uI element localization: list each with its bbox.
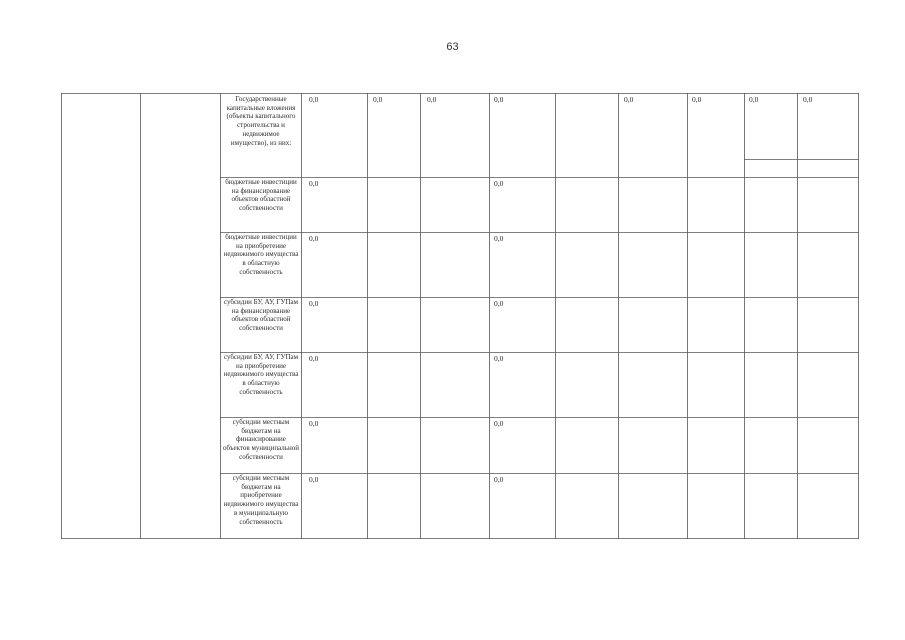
cell-value: 0,0	[427, 95, 437, 104]
cell-value: 0,0	[803, 95, 813, 104]
cell-value: 0,0	[494, 234, 504, 243]
cell-value: 0,0	[692, 95, 702, 104]
row-label: субсидии БУ, АУ, ГУПам на приобретение недвижимого имущества в областную собственность	[223, 353, 299, 396]
table-grid	[61, 93, 859, 539]
row-label: субсидии местным бюджетам на финансирование объектов муниципальной собственности	[223, 418, 299, 461]
cell-value: 0,0	[309, 179, 319, 188]
budget-table	[61, 93, 859, 539]
cell-value: 0,0	[624, 95, 634, 104]
cell-value: 0,0	[309, 475, 319, 484]
cell-value: 0,0	[494, 95, 504, 104]
cell-value: 0,0	[309, 354, 319, 363]
cell-value: 0,0	[494, 419, 504, 428]
cell-value: 0,0	[494, 475, 504, 484]
cell-value: 0,0	[494, 354, 504, 363]
cell-value: 0,0	[373, 95, 383, 104]
cell-value: 0,0	[494, 299, 504, 308]
cell-value: 0,0	[309, 299, 319, 308]
cell-value: 0,0	[749, 95, 759, 104]
cell-value: 0,0	[494, 179, 504, 188]
row-label: бюджетные инвестиции на приобретение недвижимого имущества в областную собственность	[223, 233, 299, 276]
row-label: бюджетные инвестиции на финансирование объектов областной собственности	[225, 178, 297, 213]
cell-value: 0,0	[309, 234, 319, 243]
row-label: субсидии БУ, АУ, ГУПам на финансирование объектов областной собственности	[223, 298, 299, 333]
cell-value: 0,0	[309, 95, 319, 104]
cell-value: 0,0	[309, 419, 319, 428]
row-label: субсидии местным бюджетам на приобретение недвижимого имущества в муниципальную собственность	[223, 474, 299, 526]
page-number: 63	[446, 41, 459, 53]
row-label: Государственные капитальные вложения (объекты капитального строительства и недвижимое имущество), из них:	[226, 95, 296, 147]
